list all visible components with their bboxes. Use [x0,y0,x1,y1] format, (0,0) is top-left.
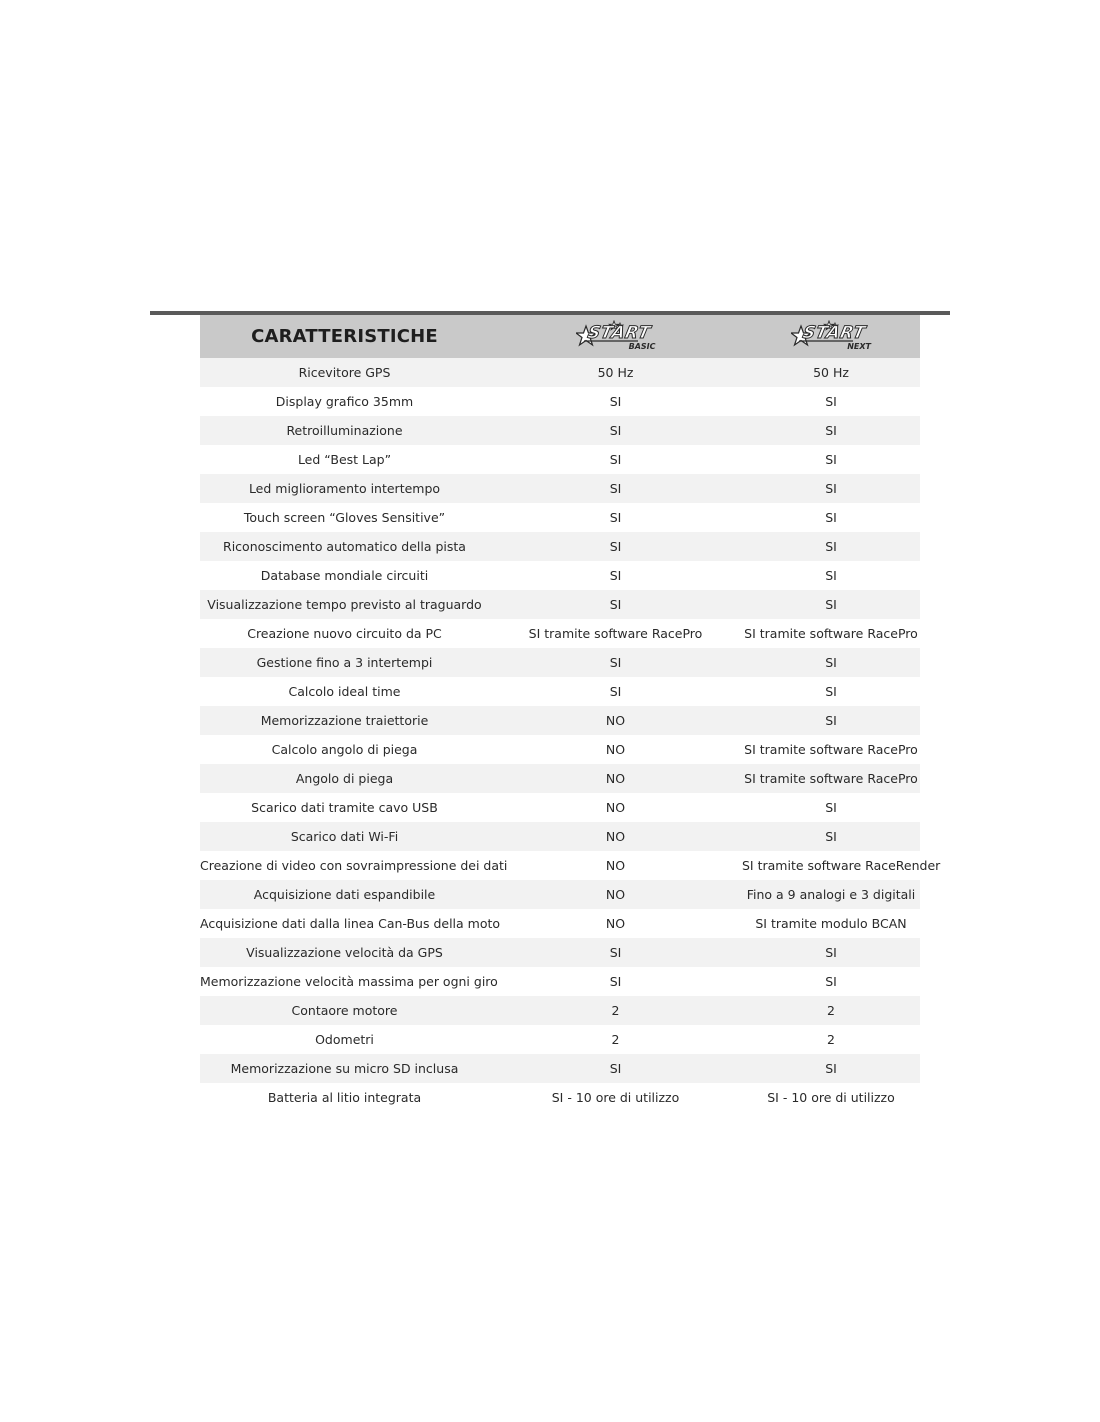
start-next-value-cell: SI tramite software RaceRender [742,858,941,873]
table-header [200,315,920,358]
start-next-value-cell: SI [825,452,837,467]
start-next-logo [791,320,871,350]
start-next-value-cell: SI [825,829,837,844]
start-basic-value-cell: SI [609,1061,622,1076]
start-basic-value-cell: NO [605,916,626,931]
feature-cell: Memorizzazione traiettorie [260,713,429,728]
table-row [200,619,920,648]
start-next-value-cell: SI tramite modulo BCAN [755,916,907,931]
start-next-value-cell: SI tramite software RacePro [744,626,918,641]
start-next-value-cell: SI [825,684,837,699]
start-basic-value-cell: SI [609,974,622,989]
start-basic-value-cell: NO [605,771,626,786]
start-next-value-cell: SI [825,713,837,728]
table-row [200,764,920,793]
feature-cell: Calcolo angolo di piega [271,742,418,757]
start-next-value-cell: SI - 10 ore di utilizzo [767,1090,895,1105]
table-row [200,590,920,619]
start-basic-value-cell: SI [609,945,622,960]
start-next-value-cell: SI [825,539,837,554]
feature-cell: Led “Best Lap” [297,452,392,467]
table-row [200,561,920,590]
table-row [200,822,920,851]
start-next-value-cell: SI [825,945,837,960]
start-next-value-cell: SI [825,423,837,438]
start-next-column-header [742,320,920,354]
start-basic-logo-subtext: BASIC [628,341,656,351]
start-basic-logo-text: START [585,322,652,343]
feature-cell: Visualizzazione tempo previsto al traguardo [207,597,482,612]
start-next-value-cell: SI [825,800,837,815]
feature-cell: Touch screen “Gloves Sensitive” [243,510,446,525]
start-next-logo-text: START [800,322,868,343]
table-row [200,706,920,735]
start-next-value-cell: SI [825,974,837,989]
start-basic-logo [576,320,656,350]
start-next-value-cell: SI tramite software RacePro [744,742,918,757]
start-next-value-cell: SI [825,568,837,583]
table-row [200,1083,920,1112]
start-next-value-cell: SI [825,597,837,612]
feature-cell: Creazione nuovo circuito da PC [247,626,442,641]
start-next-value-cell: SI [825,394,837,409]
table-row [200,1025,920,1054]
start-basic-value-cell: 50 Hz [597,365,634,380]
start-basic-value-cell: SI [609,597,622,612]
start-next-value-cell: SI [825,655,837,670]
table-row [200,735,920,764]
feature-cell: Scarico dati Wi-Fi [290,829,399,844]
table-row [200,851,941,880]
feature-cell: Led miglioramento intertempo [248,481,441,496]
table-row [200,880,920,909]
table-row [200,909,920,938]
start-next-value-cell: 50 Hz [813,365,849,380]
start-basic-column-header [489,320,742,354]
table-row [200,503,920,532]
start-basic-value-cell: NO [605,713,626,728]
start-basic-value-cell: SI - 10 ore di utilizzo [551,1090,680,1105]
feature-cell: Contaore motore [291,1003,398,1018]
table-row [200,996,920,1025]
feature-cell: Odometri [315,1032,374,1047]
feature-cell: Display grafico 35mm [275,394,414,409]
start-basic-value-cell: 2 [611,1032,620,1047]
start-basic-value-cell: 2 [611,1003,620,1018]
feature-cell: Acquisizione dati dalla linea Can-Bus della moto [200,916,501,931]
start-basic-value-cell: SI [609,510,622,525]
feature-cell: Gestione fino a 3 intertempi [256,655,433,670]
start-next-logo-subtext: NEXT [847,341,871,351]
table-row [200,967,920,996]
table-row [200,474,920,503]
feature-cell: Calcolo ideal time [288,684,401,699]
feature-cell: Scarico dati tramite cavo USB [251,800,438,815]
start-basic-value-cell: NO [605,829,626,844]
start-next-value-cell: 2 [827,1032,835,1047]
start-basic-value-cell: SI [609,481,622,496]
start-basic-value-cell: SI [609,452,622,467]
feature-cell: Visualizzazione velocità da GPS [246,945,443,960]
table-row [200,445,920,474]
table-row [200,677,920,706]
table-row [200,416,920,445]
feature-cell: Creazione di video con sovraimpressione dei dati [200,858,508,873]
spec-comparison-table [200,315,941,1112]
start-next-value-cell: 2 [827,1003,835,1018]
feature-cell: Acquisizione dati espandibile [253,887,436,902]
start-basic-value-cell: SI tramite software RacePro [528,626,703,641]
table-body [200,358,941,1112]
start-basic-value-cell: SI [609,568,622,583]
start-basic-value-cell: SI [609,423,622,438]
table-row [200,358,920,387]
start-basic-value-cell: NO [605,742,626,757]
start-basic-value-cell: SI [609,684,622,699]
start-next-value-cell: SI [825,510,837,525]
table-row [200,793,920,822]
feature-cell: Memorizzazione su micro SD inclusa [230,1061,459,1076]
feature-cell: Database mondiale circuiti [260,568,429,583]
start-basic-value-cell: NO [605,887,626,902]
start-next-value-cell: SI [825,481,837,496]
feature-cell: Riconoscimento automatico della pista [223,539,466,554]
feature-cell: Angolo di piega [295,771,394,786]
start-next-value-cell: SI tramite software RacePro [744,771,918,786]
feature-cell: Batteria al litio integrata [267,1090,422,1105]
start-basic-value-cell: SI [609,539,622,554]
feature-cell: Ricevitore GPS [298,365,391,380]
feature-cell: Retroilluminazione [286,423,403,438]
start-basic-value-cell: NO [605,800,626,815]
table-row [200,532,920,561]
feature-cell: Memorizzazione velocità massima per ogni giro [200,974,498,989]
start-next-value-cell: SI [825,1061,837,1076]
table-row [200,1054,920,1083]
table-row [200,387,920,416]
start-basic-value-cell: NO [605,858,626,873]
features-column-header: CARATTERISTICHE [251,326,438,347]
start-basic-value-cell: SI [609,655,622,670]
start-basic-value-cell: SI [609,394,622,409]
start-next-value-cell: Fino a 9 analogi e 3 digitali [746,887,916,902]
table-row [200,648,920,677]
table-row [200,938,920,967]
